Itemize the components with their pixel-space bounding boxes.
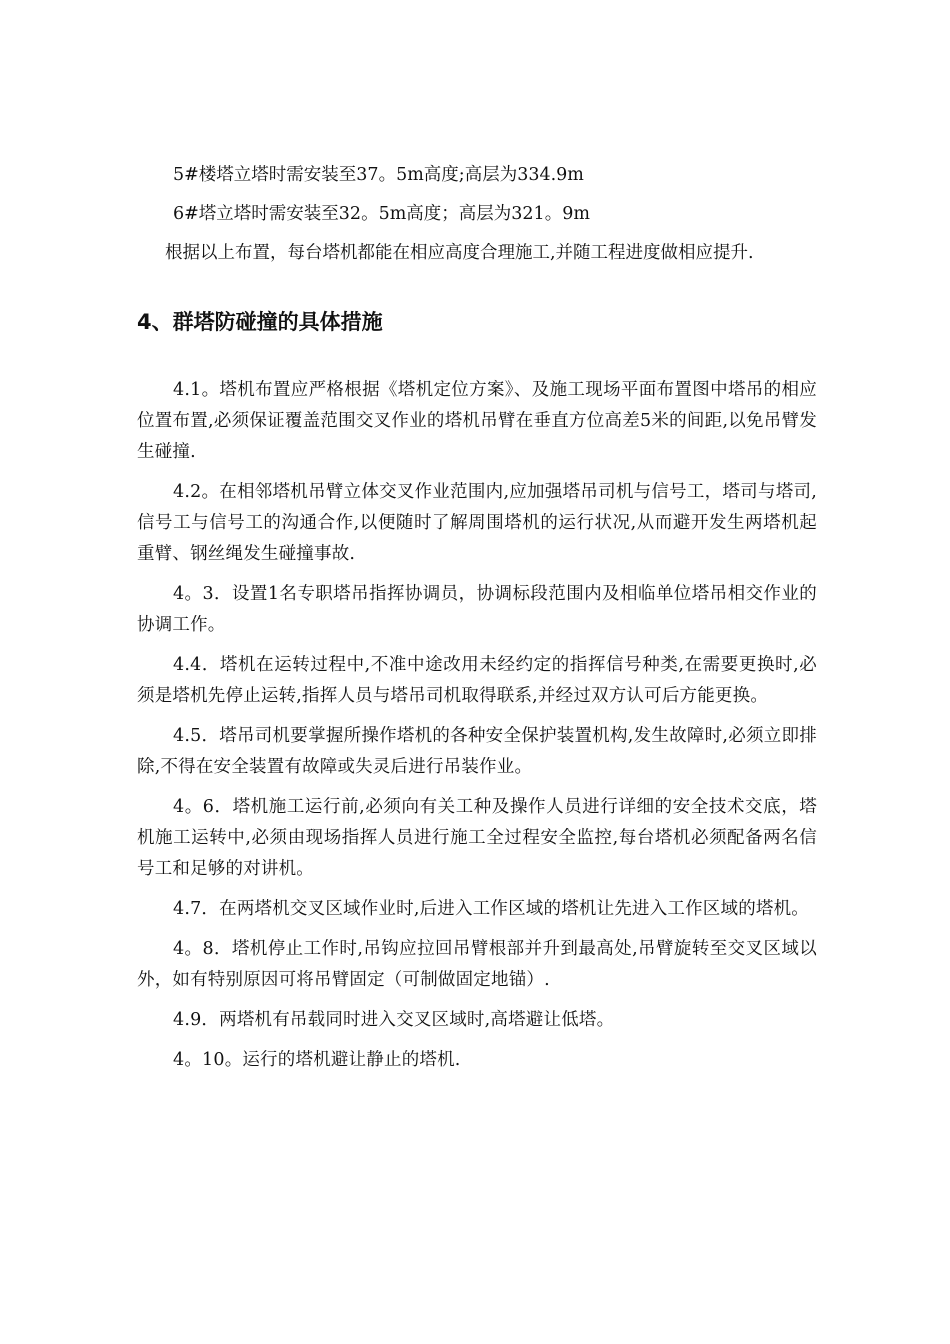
measure-paragraph-8: 4。8．塔机停止工作时,吊钩应拉回吊臂根部并升到最高处,吊臂旋转至交叉区域以外，如有特别原因可将吊臂固定（可制做固定地锚）.: [137, 939, 817, 990]
measure-paragraph-6: 4。6．塔机施工运行前,必须向有关工种及操作人员进行详细的安全技术交底，塔机施工运转中,必须由现场指挥人员进行施工全过程安全监控,每台塔机必须配备两名信号工和足够的对讲机。: [137, 797, 817, 879]
intro-line-2: 6#塔立塔时需安装至32。5m高度；高层为321。9m: [173, 204, 590, 224]
section-heading: 4、群塔防碰撞的具体措施: [137, 310, 383, 334]
document-body: [137, 160, 817, 1085]
measure-paragraph-9: 4.9．两塔机有吊载同时进入交叉区域时,高塔避让低塔。: [173, 1010, 615, 1030]
intro-line-3: 根据以上布置，每台塔机都能在相应高度合理施工,并随工程进度做相应提升.: [165, 243, 754, 263]
measure-paragraph-10: 4。10。运行的塔机避让静止的塔机.: [173, 1050, 461, 1070]
intro-line-1: 5#楼塔立塔时需安装至37。5m高度;高层为334.9m: [173, 165, 584, 185]
measure-paragraph-7: 4.7．在两塔机交叉区域作业时,后进入工作区域的塔机让先进入工作区域的塔机。: [173, 899, 809, 919]
measure-paragraph-4: 4.4．塔机在运转过程中,不准中途改用未经约定的指挥信号种类,在需要更换时,必须是塔机先停止运转,指挥人员与塔吊司机取得联系,并经过双方认可后方能更换。: [137, 655, 817, 706]
measure-paragraph-3: 4。3．设置1名专职塔吊指挥协调员，协调标段范围内及相临单位塔吊相交作业的协调工作。: [137, 584, 817, 635]
measure-paragraph-1: 4.1。塔机布置应严格根据《塔机定位方案》、及施工现场平面布置图中塔吊的相应位置布置,必须保证覆盖范围交叉作业的塔机吊臂在垂直方位高差5米的间距,以免吊臂发生碰撞.: [137, 380, 817, 462]
measure-paragraph-2: 4.2。在相邻塔机吊臂立体交叉作业范围内,应加强塔吊司机与信号工，塔司与塔司,信号工与信号工的沟通合作,以便随时了解周围塔机的运行状况,从而避开发生两塔机起重臂、钢丝绳发生碰撞事故.: [137, 482, 817, 564]
measure-paragraph-5: 4.5．塔吊司机要掌握所操作塔机的各种安全保护装置机构,发生故障时,必须立即排除,不得在安全装置有故障或失灵后进行吊装作业。: [137, 726, 817, 777]
